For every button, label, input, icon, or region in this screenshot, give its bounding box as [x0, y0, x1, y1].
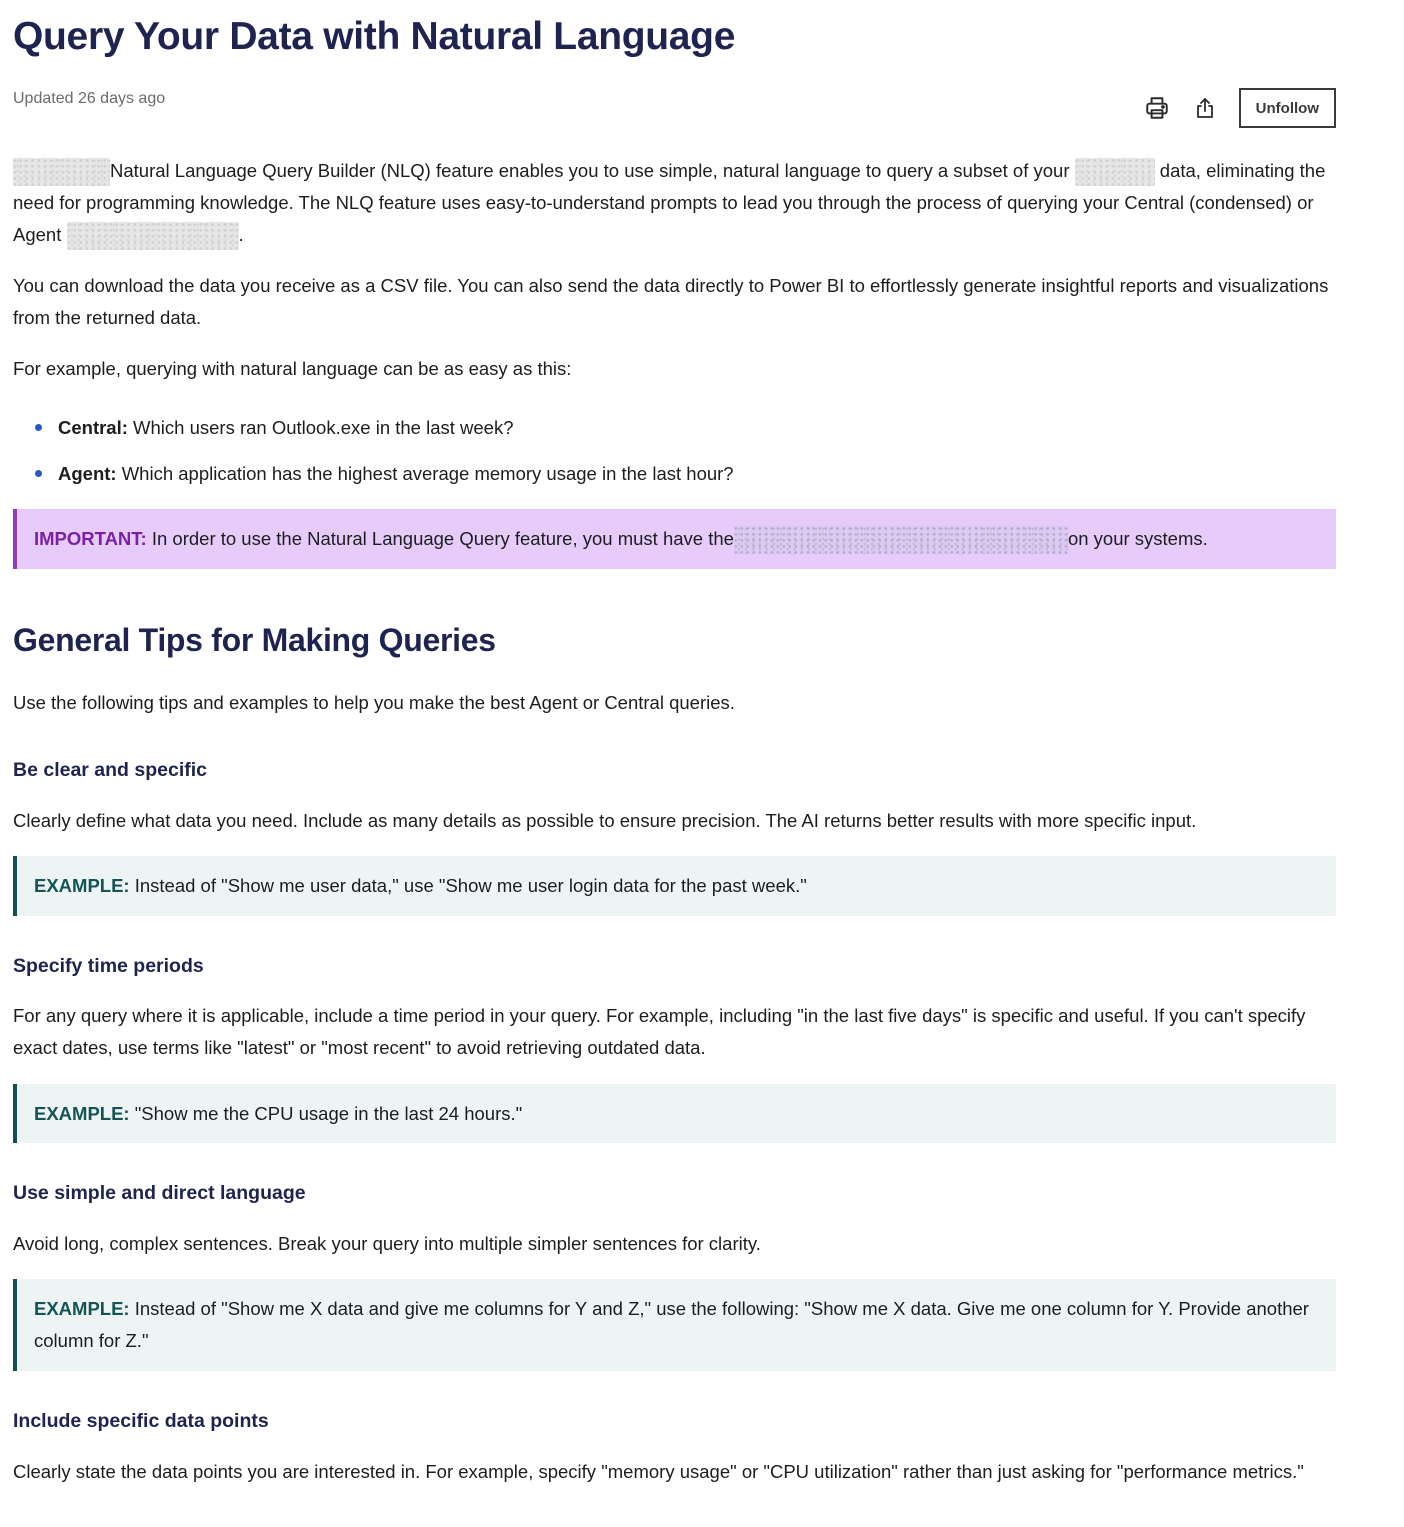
redacted-text [13, 158, 110, 186]
redacted-text [734, 526, 1068, 554]
section-heading-time-periods: Specify time periods [13, 955, 204, 977]
example-list [13, 412, 1336, 504]
intro-paragraph-3: For example, querying with natural language can be as easy as this: [13, 358, 572, 379]
important-callout: IMPORTANT: In order to use the Natural Language Query feature, you must have the on your systems. [13, 509, 1336, 569]
page-title: Query Your Data with Natural Language [13, 15, 736, 58]
redacted-text [67, 222, 239, 250]
tips-intro: Use the following tips and examples to help you make the best Agent or Central queries. [13, 692, 735, 713]
intro-paragraph-1: Natural Language Query Builder (NLQ) feature enables you to use simple, natural language to query a subset of your data, eliminating the need for programming knowledge. The NLQ feature uses easy-to-understand prompts to lead you through the process of querying your Central (condensed) or Agent . [13, 155, 1336, 251]
section-heading-data-points: Include specific data points [13, 1410, 269, 1432]
example-callout: EXAMPLE: Instead of "Show me X data and give me columns for Y and Z," use the following: "Show me X data. Give me one column for Y. Provide another column for Z." [13, 1279, 1336, 1371]
redacted-text [1075, 158, 1155, 186]
share-icon[interactable] [1191, 94, 1219, 122]
example-callout: EXAMPLE: Instead of "Show me user data," use "Show me user login data for the past week." [13, 856, 1336, 916]
unfollow-button[interactable]: Unfollow [1239, 88, 1336, 128]
article-actions [1143, 88, 1336, 128]
tips-heading: General Tips for Making Queries [13, 622, 496, 658]
section-text: Clearly define what data you need. Include as many details as possible to ensure precision. The AI returns better results with more specific input. [13, 810, 1197, 831]
list-item: Agent: Which application has the highest average memory usage in the last hour? [13, 458, 1336, 504]
section-text: Avoid long, complex sentences. Break your query into multiple simpler sentences for clarity. [13, 1233, 761, 1254]
print-icon[interactable] [1143, 94, 1171, 122]
list-item: Central: Which users ran Outlook.exe in the last week? [13, 412, 1336, 458]
section-text: For any query where it is applicable, include a time period in your query. For example, including "in the last five days" is specific and useful. If you can't specify exact dates, use terms like "latest" or "most recent" to avoid retrieving outdated data. [13, 1005, 1306, 1058]
updated-timestamp: Updated 26 days ago [13, 90, 166, 107]
intro-paragraph-2: You can download the data you receive as a CSV file. You can also send the data directly to Power BI to effortlessly generate insightful reports and visualizations from the returned data. [13, 275, 1329, 328]
section-heading-clear-specific: Be clear and specific [13, 759, 208, 781]
example-callout: EXAMPLE: "Show me the CPU usage in the last 24 hours." [13, 1084, 1336, 1143]
section-heading-simple-language: Use simple and direct language [13, 1182, 306, 1204]
section-text: Clearly state the data points you are interested in. For example, specify "memory usage" or "CPU utilization" rather than just asking for "performance metrics." [13, 1461, 1304, 1482]
